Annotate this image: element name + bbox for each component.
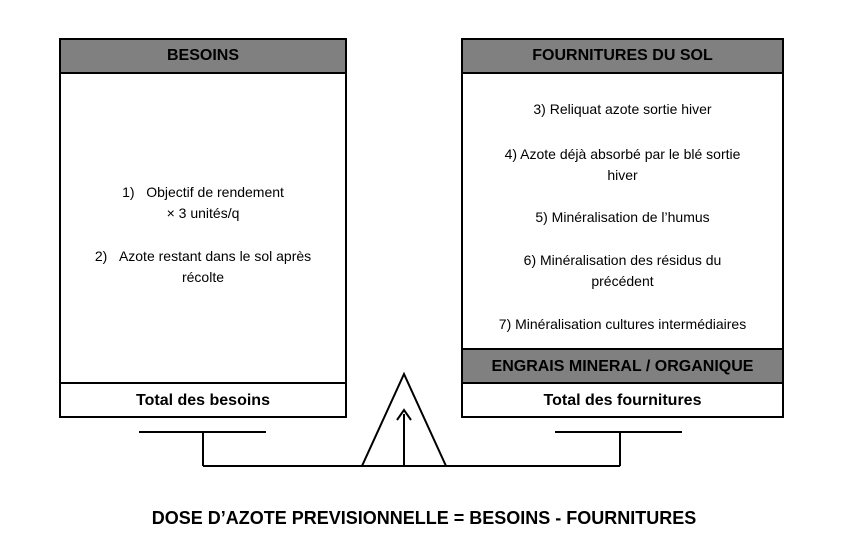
engrais-header: ENGRAIS MINERAL / ORGANIQUE xyxy=(463,348,782,384)
formula-title: DOSE D’AZOTE PREVISIONNELLE = BESOINS - FOURNITURES xyxy=(151,508,697,528)
fournitures-header: FOURNITURES DU SOL xyxy=(463,40,782,74)
item-text: 4) Azote déjà absorbé par le blé sortie xyxy=(504,146,741,162)
item-text-line2: hiver xyxy=(607,167,638,183)
besoins-header: BESOINS xyxy=(61,40,345,74)
item-text-line2: précédent xyxy=(591,273,654,289)
item-text: 3) Reliquat azote sortie hiver xyxy=(533,101,712,117)
item-text-line2: × 3 unités/q xyxy=(166,205,240,221)
total-besoins: Total des besoins xyxy=(61,382,345,418)
item-text: Azote restant dans le sol après xyxy=(118,248,312,264)
item-text: 6) Minéralisation des résidus du xyxy=(523,252,722,268)
item-text: 7) Minéralisation cultures intermédiaires xyxy=(498,316,747,332)
item-text-line2: récolte xyxy=(181,269,225,285)
item-number: 1) xyxy=(122,184,135,200)
total-fournitures: Total des fournitures xyxy=(463,382,782,418)
item-text: Objectif de rendement xyxy=(146,184,284,200)
item-number: 2) xyxy=(94,248,108,264)
item-text: 5) Minéralisation de l’humus xyxy=(535,209,710,225)
